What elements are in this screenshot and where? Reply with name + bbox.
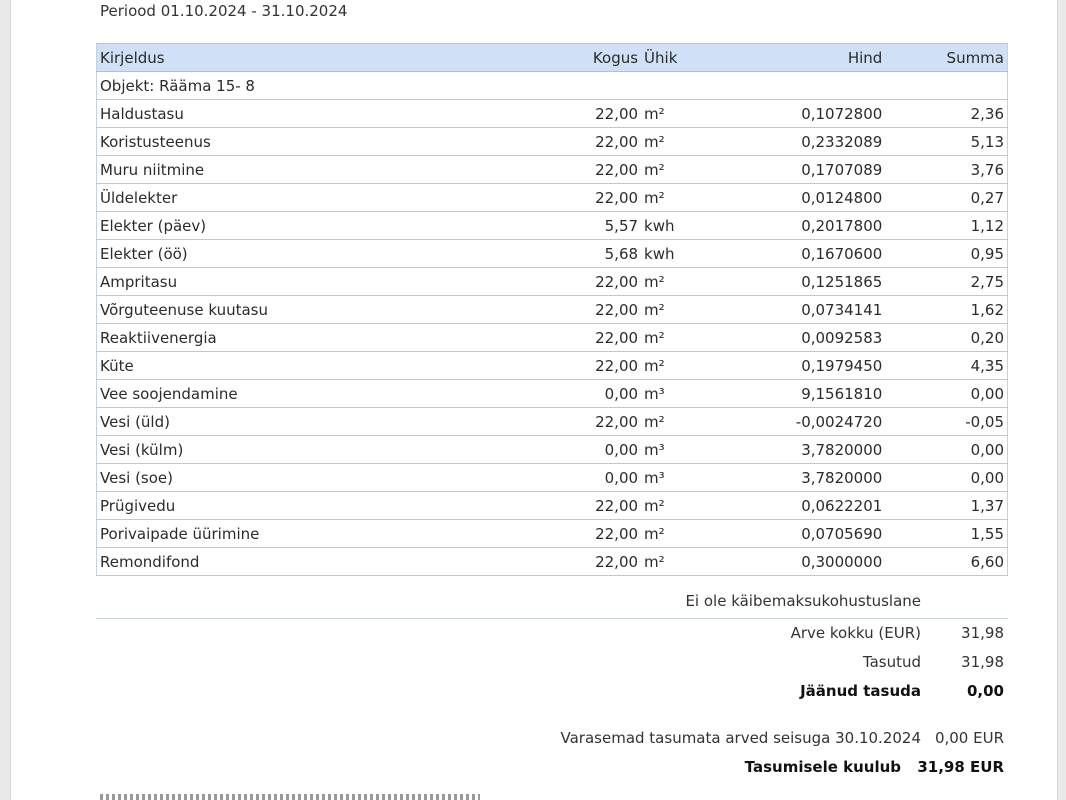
table-row (97, 184, 1008, 212)
row-description: Vesi (soe) (100, 468, 174, 487)
row-description: Vesi (üld) (100, 412, 170, 431)
row-sum: 2,75 (970, 272, 1004, 291)
object-row (97, 72, 1008, 100)
row-description: Porivaipade üürimine (100, 524, 260, 543)
table-row (97, 464, 1008, 492)
row-description: Elekter (öö) (100, 244, 188, 263)
row-sum: 3,76 (970, 160, 1004, 179)
row-description: Muru niitmine (100, 160, 205, 179)
to-pay-value: 31,98 EUR (917, 758, 1004, 776)
header-sum: Summa (885, 44, 1007, 72)
row-price: 0,2017800 (801, 216, 883, 235)
row-unit: m² (644, 272, 665, 291)
table-row (97, 240, 1008, 268)
table-row (97, 268, 1008, 296)
row-price: 0,1072800 (801, 104, 883, 123)
header-quantity: Kogus (560, 44, 641, 72)
row-price: 0,1707089 (801, 160, 883, 179)
row-unit: m² (644, 552, 665, 571)
row-price: 3,7820000 (801, 440, 883, 459)
row-unit: kwh (644, 244, 675, 263)
row-unit: m² (644, 188, 665, 207)
header-description: Kirjeldus (97, 44, 560, 72)
row-description: Remondifond (100, 552, 200, 571)
row-sum: 0,00 (970, 468, 1004, 487)
row-sum: 5,13 (970, 132, 1004, 151)
row-unit: m² (644, 160, 665, 179)
table-row (97, 352, 1008, 380)
row-price: 0,1979450 (801, 356, 883, 375)
row-unit: m² (644, 328, 665, 347)
row-sum: 6,60 (970, 552, 1004, 571)
row-quantity: 5,57 (604, 216, 639, 235)
row-unit: m³ (644, 440, 665, 459)
row-price: 9,1561810 (801, 384, 883, 403)
paid-value: 31,98 (961, 653, 1004, 671)
row-description: Vee soojendamine (100, 384, 238, 403)
header-price: Hind (702, 44, 885, 72)
row-price: 0,1251865 (801, 272, 883, 291)
row-price: 0,0734141 (801, 300, 883, 319)
row-quantity: 22,00 (595, 104, 639, 123)
row-unit: m² (644, 104, 665, 123)
table-row (97, 436, 1008, 464)
table-row (97, 520, 1008, 548)
row-quantity: 22,00 (595, 300, 639, 319)
row-unit: m² (644, 356, 665, 375)
object-label: Objekt: Rääma 15- 8 (100, 76, 255, 95)
row-sum: 0,00 (970, 384, 1004, 403)
table-row (97, 380, 1008, 408)
row-unit: m² (644, 132, 665, 151)
row-quantity: 0,00 (604, 384, 639, 403)
row-quantity: 22,00 (595, 188, 639, 207)
row-quantity: 22,00 (595, 272, 639, 291)
row-unit: m² (644, 524, 665, 543)
row-sum: 0,95 (970, 244, 1004, 263)
table-row (97, 156, 1008, 184)
row-sum: 4,35 (970, 356, 1004, 375)
row-description: Koristusteenus (100, 132, 211, 151)
row-quantity: 22,00 (595, 552, 639, 571)
row-quantity: 22,00 (595, 524, 639, 543)
remaining-value: 0,00 (966, 682, 1004, 700)
row-description: Küte (100, 356, 134, 375)
row-sum: 0,20 (970, 328, 1004, 347)
to-pay-label: Tasumisele kuulub (744, 758, 901, 776)
invoice-lines-table (96, 43, 1008, 576)
divider (96, 618, 1008, 619)
row-description: Elekter (päev) (100, 216, 207, 235)
row-price: 0,1670600 (801, 244, 883, 263)
row-quantity: 22,00 (595, 160, 639, 179)
row-quantity: 5,68 (604, 244, 639, 263)
row-price: 0,0092583 (801, 328, 883, 347)
table-row (97, 128, 1008, 156)
table-row (97, 212, 1008, 240)
row-unit: m² (644, 496, 665, 515)
row-sum: 1,62 (970, 300, 1004, 319)
table-row (97, 408, 1008, 436)
row-quantity: 22,00 (595, 328, 639, 347)
row-sum: 2,36 (970, 104, 1004, 123)
row-unit: m² (644, 412, 665, 431)
row-unit: kwh (644, 216, 675, 235)
row-sum: 0,27 (970, 188, 1004, 207)
row-unit: m³ (644, 468, 665, 487)
row-description: Ampritasu (100, 272, 178, 291)
table-row (97, 548, 1008, 576)
row-unit: m² (644, 300, 665, 319)
invoice-total-label: Arve kokku (EUR) (790, 624, 921, 642)
row-description: Üldelekter (100, 188, 178, 207)
footer-text-cutoff (100, 794, 480, 800)
remaining-label: Jäänud tasuda (800, 682, 921, 700)
row-sum: -0,05 (965, 412, 1004, 431)
row-sum: 1,12 (970, 216, 1004, 235)
paid-label: Tasutud (862, 653, 921, 671)
row-quantity: 0,00 (604, 468, 639, 487)
row-description: Võrguteenuse kuutasu (100, 300, 269, 319)
row-price: 0,3000000 (801, 552, 883, 571)
row-quantity: 22,00 (595, 412, 639, 431)
table-row (97, 296, 1008, 324)
row-sum: 0,00 (970, 440, 1004, 459)
row-price: 0,0705690 (801, 524, 883, 543)
row-unit: m³ (644, 384, 665, 403)
row-description: Prügivedu (100, 496, 176, 515)
header-unit: Ühik (641, 44, 702, 72)
row-quantity: 22,00 (595, 356, 639, 375)
row-quantity: 22,00 (595, 496, 639, 515)
row-sum: 1,37 (970, 496, 1004, 515)
previous-unpaid-label: Varasemad tasumata arved seisuga 30.10.2024 (560, 729, 921, 747)
table-header-row (97, 44, 1008, 72)
invoice-total-value: 31,98 (961, 624, 1004, 642)
row-description: Vesi (külm) (100, 440, 184, 459)
vat-note: Ei ole käibemaksukohustuslane (685, 592, 921, 610)
period-text: Periood 01.10.2024 - 31.10.2024 (100, 2, 348, 20)
table-row (97, 324, 1008, 352)
row-description: Reaktiivenergia (100, 328, 217, 347)
row-description: Haldustasu (100, 104, 184, 123)
row-price: 0,0622201 (801, 496, 883, 515)
table-row (97, 100, 1008, 128)
invoice-page (10, 0, 1058, 800)
row-price: -0,0024720 (795, 412, 883, 431)
row-price: 0,0124800 (801, 188, 883, 207)
table-row (97, 492, 1008, 520)
previous-unpaid-value: 0,00 EUR (934, 729, 1004, 747)
row-sum: 1,55 (970, 524, 1004, 543)
row-quantity: 0,00 (604, 440, 639, 459)
row-price: 3,7820000 (801, 468, 883, 487)
row-price: 0,2332089 (801, 132, 883, 151)
row-quantity: 22,00 (595, 132, 639, 151)
